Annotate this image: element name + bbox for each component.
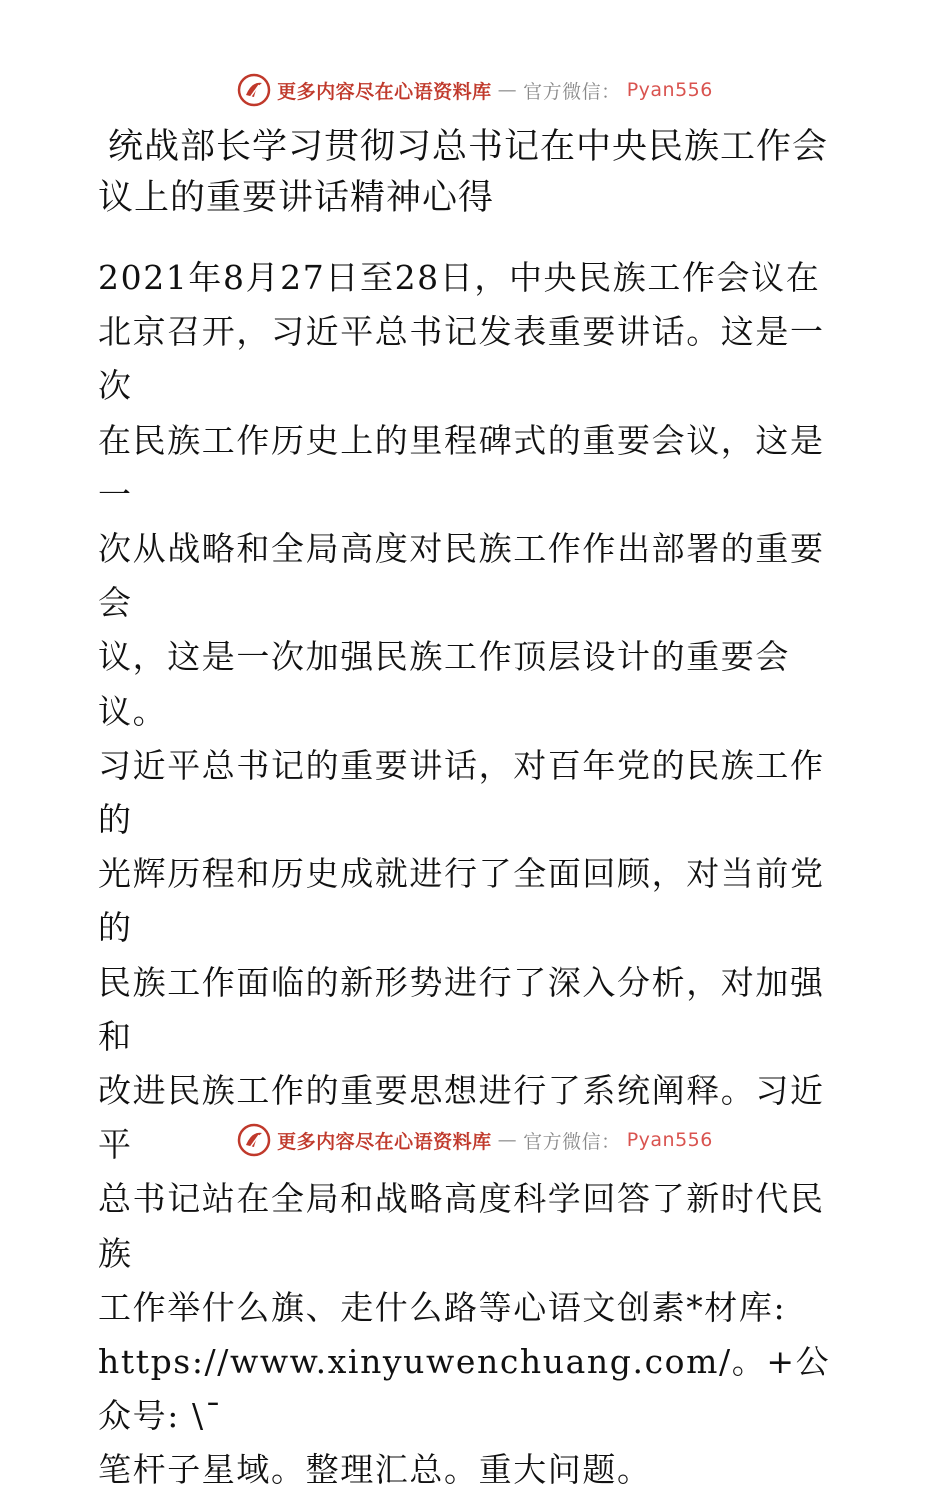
header-banner bbox=[0, 70, 950, 110]
banner-dash: — bbox=[497, 1129, 518, 1151]
logo-icon bbox=[237, 1123, 271, 1157]
banner-wechat-label: 官方微信： bbox=[523, 1130, 621, 1153]
banner-wechat-id: Pyan556 bbox=[626, 79, 713, 101]
banner-wechat-id: Pyan556 bbox=[626, 1129, 713, 1151]
document-title: 统战部长学习贯彻习总书记在中央民族工作会议上的重要讲话精神心得 bbox=[98, 127, 829, 218]
banner-text: 更多内容尽在心语资料库 bbox=[277, 80, 492, 103]
footer-banner bbox=[0, 1120, 950, 1160]
logo-icon bbox=[237, 73, 271, 107]
banner-wechat-label: 官方微信： bbox=[523, 80, 621, 103]
document-body: 2021年8月27日至28日，中央民族工作会议在 北京召开，习近平总书记发表重要讲话。这是一次 在民族工作历史上的里程碑式的重要会议，这是一 次从战略和全局高度对民族工作作出部署的重要会 议，这是一次加强民族工作顶层设计的重要会议。 习近平总书记的重要讲话，对百年党的民族工作的 光辉历程和历史成就进行了全面回顾，对当前党的 民族工作面临的新形势进行了深入分析，对加强和 改进民族工作的重要思想进行了系统阐释。习近平 总书记站在全局和战略高度科学回答了新时代民族 工作举什么旗、走什么路等心语文创素*材库: https://www.xinyuwenchuang.com/。+公众号: \¯ 笔杆子星域。整理汇总。重大问题。 bbox=[98, 258, 831, 1490]
banner-dash: — bbox=[497, 79, 518, 101]
banner-text: 更多内容尽在心语资料库 bbox=[277, 1130, 492, 1153]
